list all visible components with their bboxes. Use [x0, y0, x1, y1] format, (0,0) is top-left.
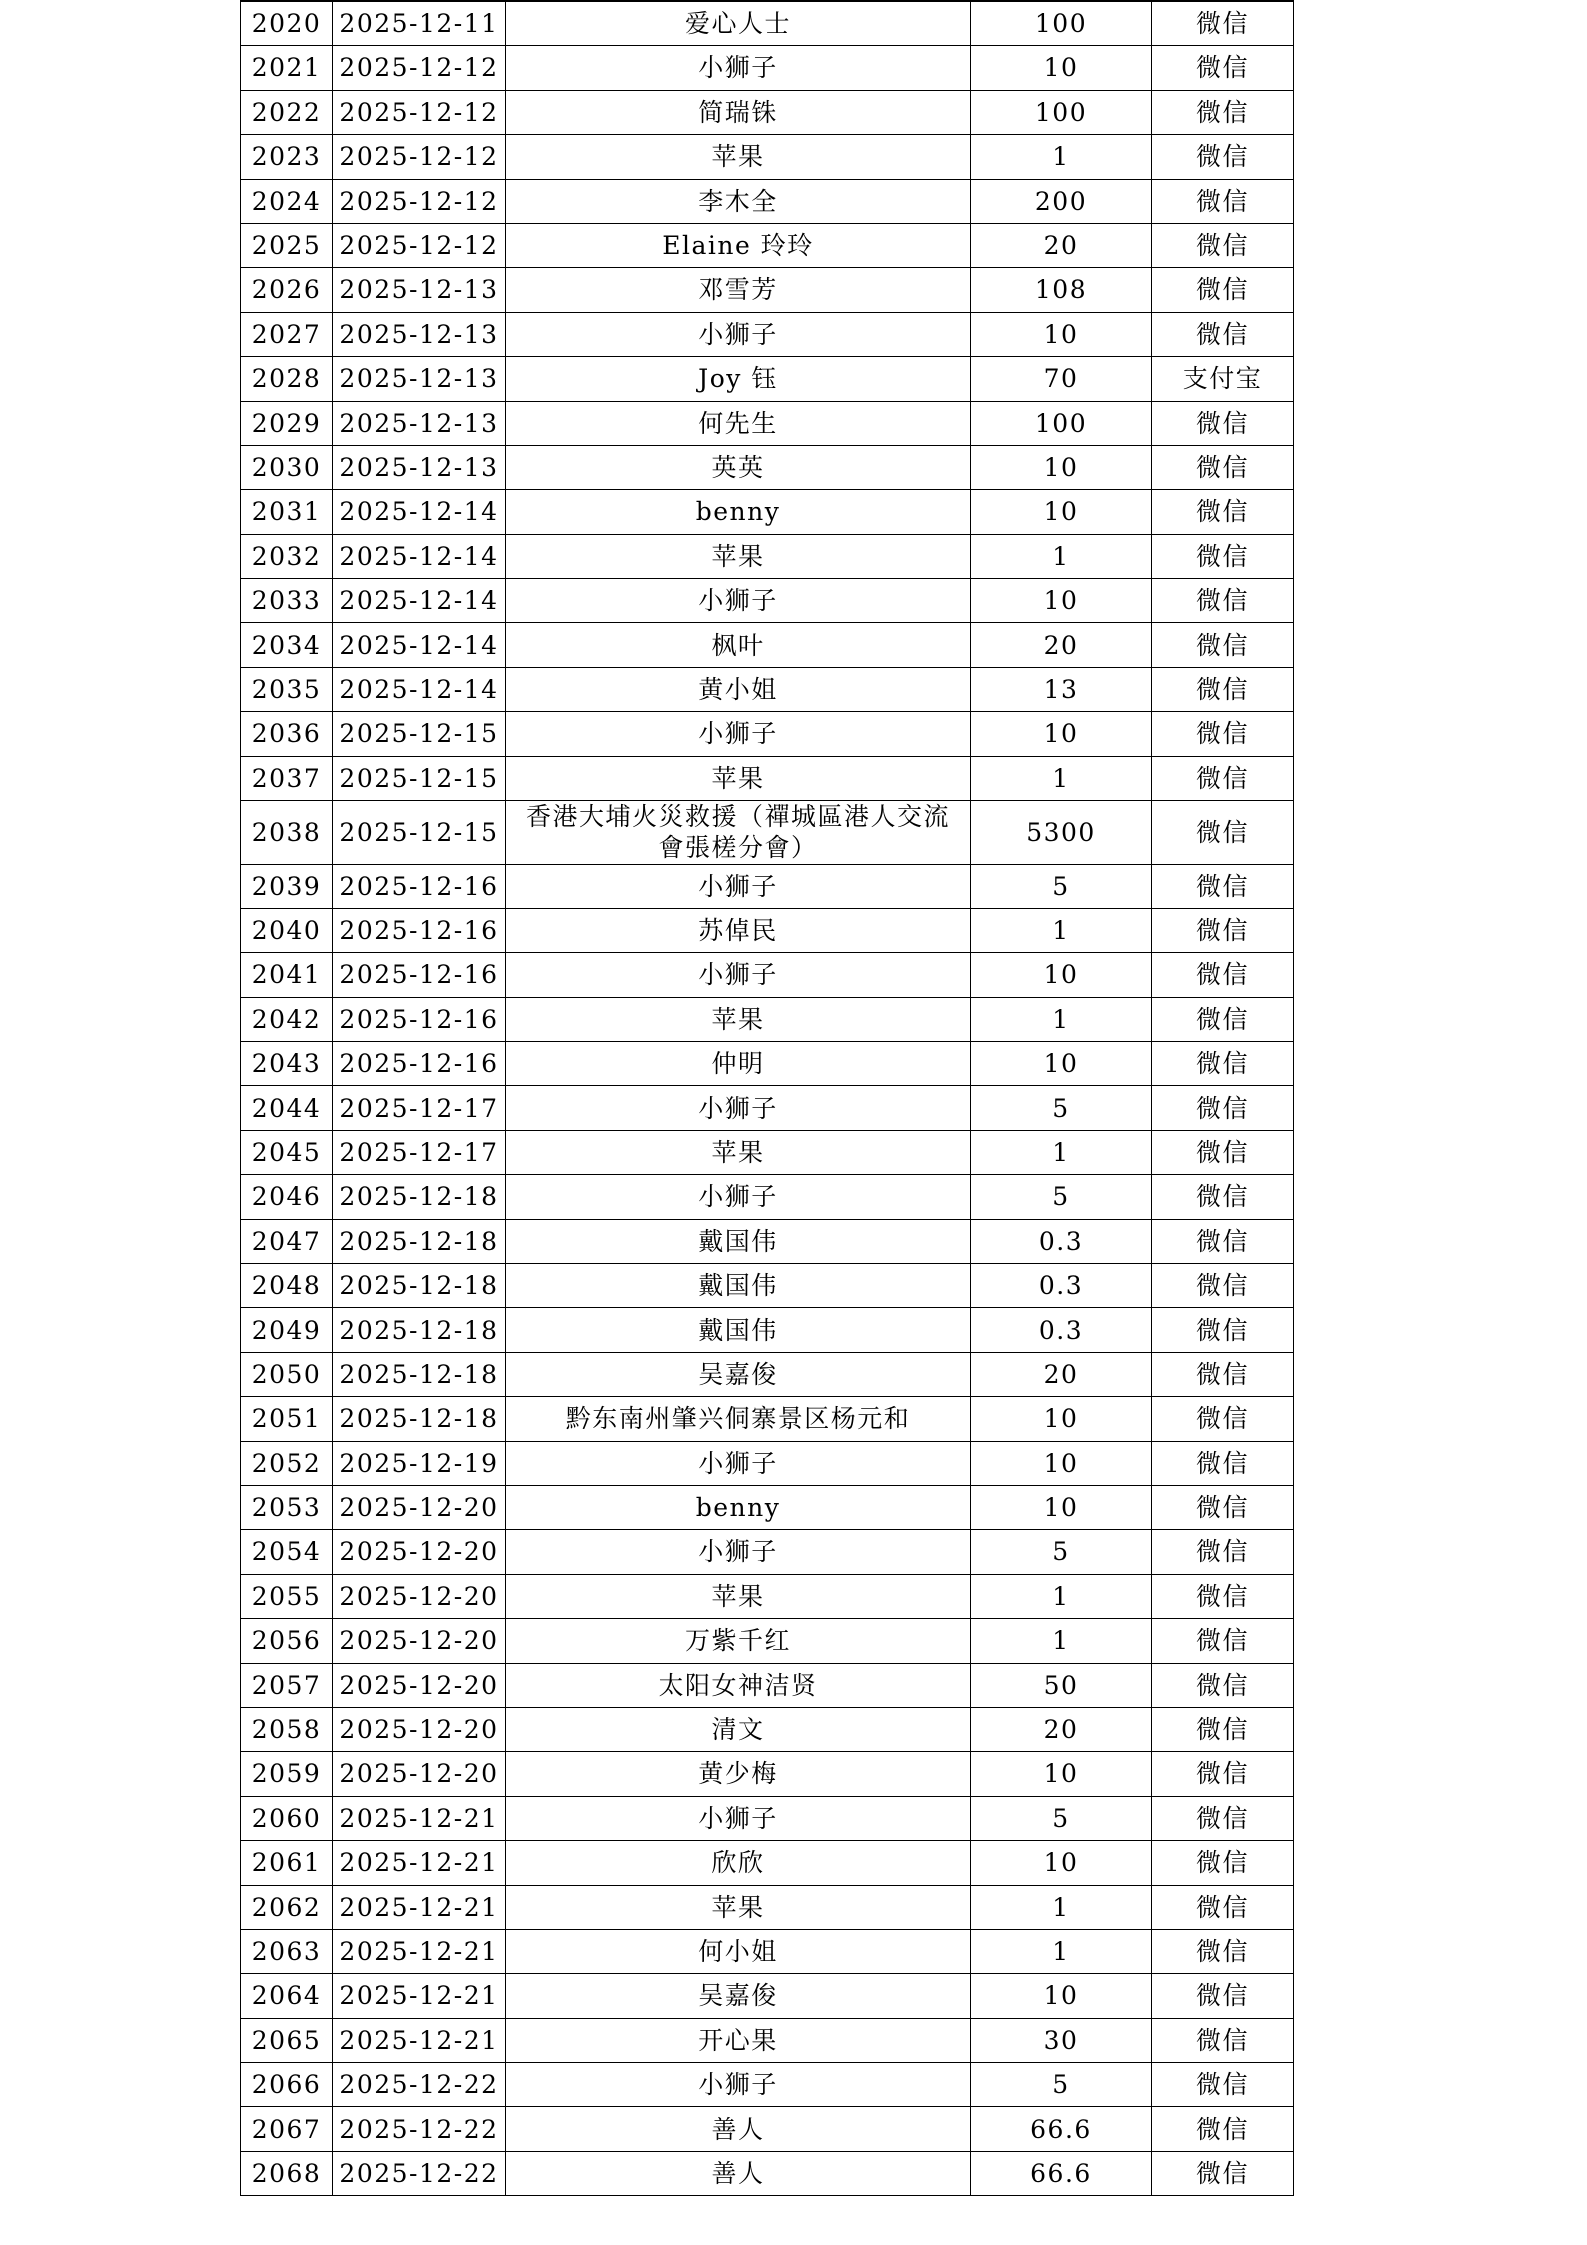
donor-name-cell: 吴嘉俊: [506, 1352, 971, 1396]
table-row: [241, 667, 1294, 711]
table-row: [241, 1574, 1294, 1618]
payment-method-cell: 微信: [1152, 1352, 1294, 1396]
donation-amount-cell: 10: [971, 1441, 1152, 1485]
payment-method-cell: 微信: [1152, 46, 1294, 90]
payment-method-cell: 微信: [1152, 1841, 1294, 1885]
donor-name-cell: 吴嘉俊: [506, 1974, 971, 2018]
payment-method-cell: 微信: [1152, 135, 1294, 179]
donation-amount-cell: 0.3: [971, 1264, 1152, 1308]
table-row: [241, 1397, 1294, 1441]
donation-amount-cell: 100: [971, 401, 1152, 445]
donor-name-cell: 苹果: [506, 1574, 971, 1618]
donation-amount-cell: 0.3: [971, 1219, 1152, 1263]
table-row: [241, 1130, 1294, 1174]
table-row: [241, 2063, 1294, 2107]
payment-method-cell: 微信: [1152, 2151, 1294, 2195]
donation-date-cell: 2025-12-15: [333, 801, 506, 865]
payment-method-cell: 微信: [1152, 864, 1294, 908]
payment-method-cell: 微信: [1152, 1707, 1294, 1751]
payment-method-cell: 微信: [1152, 1663, 1294, 1707]
payment-method-cell: 微信: [1152, 1929, 1294, 1973]
donation-amount-cell: 5: [971, 2063, 1152, 2107]
donor-name-cell: 戴国伟: [506, 1219, 971, 1263]
donation-number-cell: 2039: [241, 864, 333, 908]
donation-amount-cell: 20: [971, 1352, 1152, 1396]
donation-number-cell: 2066: [241, 2063, 333, 2107]
donation-amount-cell: 100: [971, 90, 1152, 134]
donation-amount-cell: 5: [971, 1086, 1152, 1130]
donor-name-cell: 小狮子: [506, 864, 971, 908]
table-row: [241, 534, 1294, 578]
payment-method-cell: 微信: [1152, 667, 1294, 711]
donation-amount-cell: 5300: [971, 801, 1152, 865]
donation-number-cell: 2045: [241, 1130, 333, 1174]
donation-date-cell: 2025-12-14: [333, 667, 506, 711]
donation-date-cell: 2025-12-20: [333, 1486, 506, 1530]
table-row: [241, 997, 1294, 1041]
table-row: [241, 1530, 1294, 1574]
donation-date-cell: 2025-12-20: [333, 1663, 506, 1707]
table-row: [241, 401, 1294, 445]
donation-date-cell: 2025-12-21: [333, 1796, 506, 1840]
payment-method-cell: 微信: [1152, 756, 1294, 800]
donation-date-cell: 2025-12-20: [333, 1619, 506, 1663]
table-row: [241, 1441, 1294, 1485]
donation-number-cell: 2020: [241, 1, 333, 46]
donation-amount-cell: 1: [971, 1619, 1152, 1663]
payment-method-cell: 微信: [1152, 1441, 1294, 1485]
donation-number-cell: 2028: [241, 357, 333, 401]
donation-amount-cell: 1: [971, 1885, 1152, 1929]
donation-date-cell: 2025-12-16: [333, 997, 506, 1041]
donation-amount-cell: 20: [971, 223, 1152, 267]
table-row: [241, 2151, 1294, 2195]
table-row: [241, 1308, 1294, 1352]
donation-date-cell: 2025-12-15: [333, 712, 506, 756]
donation-record-page: [240, 0, 1293, 2196]
donation-date-cell: 2025-12-18: [333, 1352, 506, 1396]
donation-date-cell: 2025-12-16: [333, 864, 506, 908]
donation-amount-cell: 20: [971, 623, 1152, 667]
payment-method-cell: 微信: [1152, 1, 1294, 46]
table-row: [241, 445, 1294, 489]
donation-number-cell: 2064: [241, 1974, 333, 2018]
donation-number-cell: 2026: [241, 268, 333, 312]
donation-date-cell: 2025-12-13: [333, 268, 506, 312]
donation-number-cell: 2067: [241, 2107, 333, 2151]
donation-date-cell: 2025-12-14: [333, 534, 506, 578]
donation-amount-cell: 10: [971, 1841, 1152, 1885]
donor-name-cell: 邓雪芳: [506, 268, 971, 312]
donation-date-cell: 2025-12-20: [333, 1707, 506, 1751]
donation-amount-cell: 100: [971, 1, 1152, 46]
donation-date-cell: 2025-12-12: [333, 46, 506, 90]
donor-name-cell: 香港大埔火災救援（禪城區港人交流會張槎分會）: [506, 801, 971, 865]
donation-date-cell: 2025-12-12: [333, 135, 506, 179]
donation-amount-cell: 10: [971, 445, 1152, 489]
donor-name-cell: 苹果: [506, 534, 971, 578]
donation-amount-cell: 5: [971, 1175, 1152, 1219]
donation-amount-cell: 1: [971, 1130, 1152, 1174]
donation-number-cell: 2034: [241, 623, 333, 667]
table-row: [241, 1663, 1294, 1707]
donation-date-cell: 2025-12-12: [333, 90, 506, 134]
donation-amount-cell: 10: [971, 953, 1152, 997]
donation-number-cell: 2051: [241, 1397, 333, 1441]
donation-number-cell: 2050: [241, 1352, 333, 1396]
donor-name-cell: 苹果: [506, 756, 971, 800]
payment-method-cell: 微信: [1152, 1885, 1294, 1929]
donor-name-cell: 善人: [506, 2107, 971, 2151]
payment-method-cell: 微信: [1152, 268, 1294, 312]
table-row: [241, 490, 1294, 534]
donation-number-cell: 2048: [241, 1264, 333, 1308]
donation-number-cell: 2033: [241, 579, 333, 623]
donor-name-cell: 小狮子: [506, 1086, 971, 1130]
donation-number-cell: 2041: [241, 953, 333, 997]
table-row: [241, 623, 1294, 667]
donor-name-cell: 黄少梅: [506, 1752, 971, 1796]
donor-name-cell: 苹果: [506, 997, 971, 1041]
donation-date-cell: 2025-12-12: [333, 179, 506, 223]
donation-number-cell: 2029: [241, 401, 333, 445]
payment-method-cell: 微信: [1152, 1752, 1294, 1796]
table-row: [241, 1042, 1294, 1086]
payment-method-cell: 微信: [1152, 997, 1294, 1041]
table-row: [241, 357, 1294, 401]
donation-number-cell: 2063: [241, 1929, 333, 1973]
donation-date-cell: 2025-12-13: [333, 445, 506, 489]
payment-method-cell: 微信: [1152, 534, 1294, 578]
donor-name-cell: 戴国伟: [506, 1308, 971, 1352]
table-row: [241, 1619, 1294, 1663]
donation-amount-cell: 0.3: [971, 1308, 1152, 1352]
table-row: [241, 579, 1294, 623]
payment-method-cell: 微信: [1152, 623, 1294, 667]
donation-number-cell: 2046: [241, 1175, 333, 1219]
donor-name-cell: 善人: [506, 2151, 971, 2195]
table-row: [241, 46, 1294, 90]
donor-name-cell: 李木全: [506, 179, 971, 223]
payment-method-cell: 微信: [1152, 1574, 1294, 1618]
donation-number-cell: 2056: [241, 1619, 333, 1663]
donation-date-cell: 2025-12-13: [333, 401, 506, 445]
donation-amount-cell: 1: [971, 1574, 1152, 1618]
donation-amount-cell: 5: [971, 864, 1152, 908]
donor-name-cell: 小狮子: [506, 1175, 971, 1219]
donation-table: [240, 0, 1294, 2196]
donation-number-cell: 2065: [241, 2018, 333, 2062]
payment-method-cell: 微信: [1152, 179, 1294, 223]
table-row: [241, 953, 1294, 997]
donation-date-cell: 2025-12-20: [333, 1752, 506, 1796]
payment-method-cell: 微信: [1152, 1796, 1294, 1840]
table-row: [241, 1219, 1294, 1263]
donation-amount-cell: 1: [971, 908, 1152, 952]
payment-method-cell: 微信: [1152, 1219, 1294, 1263]
donation-amount-cell: 50: [971, 1663, 1152, 1707]
donation-amount-cell: 5: [971, 1530, 1152, 1574]
donation-amount-cell: 1: [971, 534, 1152, 578]
donation-number-cell: 2031: [241, 490, 333, 534]
payment-method-cell: 微信: [1152, 1308, 1294, 1352]
payment-method-cell: 微信: [1152, 1619, 1294, 1663]
donation-date-cell: 2025-12-21: [333, 2018, 506, 2062]
donation-amount-cell: 70: [971, 357, 1152, 401]
donation-amount-cell: 10: [971, 579, 1152, 623]
donation-date-cell: 2025-12-14: [333, 490, 506, 534]
table-row: [241, 268, 1294, 312]
payment-method-cell: 微信: [1152, 312, 1294, 356]
donor-name-cell: 黔东南州肇兴侗寨景区杨元和: [506, 1397, 971, 1441]
donation-date-cell: 2025-12-16: [333, 1042, 506, 1086]
payment-method-cell: 微信: [1152, 712, 1294, 756]
table-row: [241, 1352, 1294, 1396]
donor-name-cell: 小狮子: [506, 712, 971, 756]
donation-date-cell: 2025-12-14: [333, 623, 506, 667]
donation-date-cell: 2025-12-13: [333, 312, 506, 356]
payment-method-cell: 微信: [1152, 579, 1294, 623]
donor-name-cell: 何先生: [506, 401, 971, 445]
table-row: [241, 801, 1294, 865]
donation-date-cell: 2025-12-17: [333, 1086, 506, 1130]
donation-date-cell: 2025-12-22: [333, 2107, 506, 2151]
donation-date-cell: 2025-12-15: [333, 756, 506, 800]
donation-number-cell: 2042: [241, 997, 333, 1041]
donation-date-cell: 2025-12-21: [333, 1929, 506, 1973]
donation-date-cell: 2025-12-22: [333, 2151, 506, 2195]
table-row: [241, 135, 1294, 179]
table-row: [241, 908, 1294, 952]
donation-number-cell: 2024: [241, 179, 333, 223]
donor-name-cell: 小狮子: [506, 1796, 971, 1840]
table-row: [241, 1486, 1294, 1530]
payment-method-cell: 微信: [1152, 223, 1294, 267]
donation-amount-cell: 1: [971, 756, 1152, 800]
donation-date-cell: 2025-12-17: [333, 1130, 506, 1174]
donation-amount-cell: 5: [971, 1796, 1152, 1840]
table-row: [241, 1929, 1294, 1973]
donor-name-cell: 枫叶: [506, 623, 971, 667]
donation-amount-cell: 30: [971, 2018, 1152, 2062]
donation-date-cell: 2025-12-19: [333, 1441, 506, 1485]
donor-name-cell: 小狮子: [506, 1530, 971, 1574]
donation-number-cell: 2047: [241, 1219, 333, 1263]
donor-name-cell: benny: [506, 490, 971, 534]
donor-name-cell: 英英: [506, 445, 971, 489]
table-row: [241, 1885, 1294, 1929]
donation-number-cell: 2038: [241, 801, 333, 865]
donation-date-cell: 2025-12-12: [333, 223, 506, 267]
payment-method-cell: 支付宝: [1152, 357, 1294, 401]
donation-number-cell: 2025: [241, 223, 333, 267]
donor-name-cell: 小狮子: [506, 312, 971, 356]
donation-date-cell: 2025-12-13: [333, 357, 506, 401]
table-row: [241, 712, 1294, 756]
donation-number-cell: 2053: [241, 1486, 333, 1530]
payment-method-cell: 微信: [1152, 1130, 1294, 1174]
payment-method-cell: 微信: [1152, 445, 1294, 489]
donation-amount-cell: 108: [971, 268, 1152, 312]
donor-name-cell: 爱心人士: [506, 1, 971, 46]
donation-number-cell: 2052: [241, 1441, 333, 1485]
payment-method-cell: 微信: [1152, 953, 1294, 997]
donation-number-cell: 2027: [241, 312, 333, 356]
donor-name-cell: 苹果: [506, 1130, 971, 1174]
donor-name-cell: 万紫千红: [506, 1619, 971, 1663]
table-row: [241, 1175, 1294, 1219]
table-row: [241, 1707, 1294, 1751]
table-row: [241, 179, 1294, 223]
payment-method-cell: 微信: [1152, 401, 1294, 445]
donation-number-cell: 2060: [241, 1796, 333, 1840]
donor-name-cell: 简瑞铢: [506, 90, 971, 134]
donation-amount-cell: 200: [971, 179, 1152, 223]
donation-date-cell: 2025-12-14: [333, 579, 506, 623]
table-row: [241, 223, 1294, 267]
table-row: [241, 2107, 1294, 2151]
donor-name-cell: Joy 钰: [506, 357, 971, 401]
donation-amount-cell: 1: [971, 135, 1152, 179]
donation-amount-cell: 13: [971, 667, 1152, 711]
table-row: [241, 90, 1294, 134]
donation-number-cell: 2055: [241, 1574, 333, 1618]
donor-name-cell: 苏倬民: [506, 908, 971, 952]
table-row: [241, 756, 1294, 800]
table-row: [241, 1752, 1294, 1796]
donor-name-cell: 黄小姐: [506, 667, 971, 711]
donation-date-cell: 2025-12-18: [333, 1175, 506, 1219]
donation-number-cell: 2023: [241, 135, 333, 179]
donation-amount-cell: 20: [971, 1707, 1152, 1751]
donation-number-cell: 2062: [241, 1885, 333, 1929]
donor-name-cell: 仲明: [506, 1042, 971, 1086]
payment-method-cell: 微信: [1152, 1264, 1294, 1308]
payment-method-cell: 微信: [1152, 908, 1294, 952]
donation-date-cell: 2025-12-16: [333, 908, 506, 952]
donor-name-cell: 小狮子: [506, 46, 971, 90]
donation-date-cell: 2025-12-21: [333, 1885, 506, 1929]
donor-name-cell: 何小姐: [506, 1929, 971, 1973]
donation-date-cell: 2025-12-21: [333, 1974, 506, 2018]
table-row: [241, 2018, 1294, 2062]
donation-number-cell: 2057: [241, 1663, 333, 1707]
donation-amount-cell: 1: [971, 1929, 1152, 1973]
donation-amount-cell: 10: [971, 1397, 1152, 1441]
table-row: [241, 1796, 1294, 1840]
donation-number-cell: 2040: [241, 908, 333, 952]
donation-number-cell: 2058: [241, 1707, 333, 1751]
donation-table-body: [241, 1, 1294, 2196]
donation-amount-cell: 10: [971, 1752, 1152, 1796]
donor-name-cell: 苹果: [506, 1885, 971, 1929]
donor-name-cell: benny: [506, 1486, 971, 1530]
payment-method-cell: 微信: [1152, 1974, 1294, 2018]
payment-method-cell: 微信: [1152, 490, 1294, 534]
donation-amount-cell: 10: [971, 1974, 1152, 2018]
donor-name-cell: Elaine 玲玲: [506, 223, 971, 267]
donation-date-cell: 2025-12-20: [333, 1530, 506, 1574]
donation-date-cell: 2025-12-18: [333, 1397, 506, 1441]
donation-number-cell: 2068: [241, 2151, 333, 2195]
donor-name-cell: 苹果: [506, 135, 971, 179]
table-row: [241, 1264, 1294, 1308]
donation-number-cell: 2032: [241, 534, 333, 578]
table-row: [241, 1, 1294, 46]
donation-date-cell: 2025-12-16: [333, 953, 506, 997]
donor-name-cell: 小狮子: [506, 579, 971, 623]
donation-number-cell: 2035: [241, 667, 333, 711]
donation-number-cell: 2043: [241, 1042, 333, 1086]
donation-amount-cell: 1: [971, 997, 1152, 1041]
donation-amount-cell: 10: [971, 1042, 1152, 1086]
donation-date-cell: 2025-12-21: [333, 1841, 506, 1885]
donor-name-cell: 小狮子: [506, 2063, 971, 2107]
table-row: [241, 312, 1294, 356]
donation-date-cell: 2025-12-11: [333, 1, 506, 46]
donation-number-cell: 2022: [241, 90, 333, 134]
donation-date-cell: 2025-12-22: [333, 2063, 506, 2107]
donor-name-cell: 小狮子: [506, 1441, 971, 1485]
donation-number-cell: 2030: [241, 445, 333, 489]
donation-amount-cell: 10: [971, 490, 1152, 534]
donation-amount-cell: 10: [971, 712, 1152, 756]
donor-name-cell: 太阳女神洁贤: [506, 1663, 971, 1707]
table-row: [241, 1086, 1294, 1130]
payment-method-cell: 微信: [1152, 801, 1294, 865]
donation-number-cell: 2054: [241, 1530, 333, 1574]
donation-amount-cell: 10: [971, 46, 1152, 90]
donor-name-cell: 戴国伟: [506, 1264, 971, 1308]
payment-method-cell: 微信: [1152, 1486, 1294, 1530]
payment-method-cell: 微信: [1152, 2063, 1294, 2107]
donation-number-cell: 2061: [241, 1841, 333, 1885]
donation-amount-cell: 66.6: [971, 2107, 1152, 2151]
donor-name-cell: 欣欣: [506, 1841, 971, 1885]
table-row: [241, 864, 1294, 908]
donation-amount-cell: 66.6: [971, 2151, 1152, 2195]
table-row: [241, 1841, 1294, 1885]
payment-method-cell: 微信: [1152, 1042, 1294, 1086]
donation-date-cell: 2025-12-20: [333, 1574, 506, 1618]
donor-name-cell: 清文: [506, 1707, 971, 1751]
donation-amount-cell: 10: [971, 312, 1152, 356]
payment-method-cell: 微信: [1152, 2018, 1294, 2062]
donation-number-cell: 2059: [241, 1752, 333, 1796]
donation-date-cell: 2025-12-18: [333, 1219, 506, 1263]
payment-method-cell: 微信: [1152, 1397, 1294, 1441]
payment-method-cell: 微信: [1152, 90, 1294, 134]
donation-amount-cell: 10: [971, 1486, 1152, 1530]
payment-method-cell: 微信: [1152, 2107, 1294, 2151]
donation-number-cell: 2044: [241, 1086, 333, 1130]
donation-number-cell: 2049: [241, 1308, 333, 1352]
payment-method-cell: 微信: [1152, 1086, 1294, 1130]
donation-date-cell: 2025-12-18: [333, 1264, 506, 1308]
donor-name-cell: 开心果: [506, 2018, 971, 2062]
donation-number-cell: 2036: [241, 712, 333, 756]
payment-method-cell: 微信: [1152, 1175, 1294, 1219]
payment-method-cell: 微信: [1152, 1530, 1294, 1574]
table-row: [241, 1974, 1294, 2018]
donation-number-cell: 2021: [241, 46, 333, 90]
donor-name-cell: 小狮子: [506, 953, 971, 997]
donation-number-cell: 2037: [241, 756, 333, 800]
donation-date-cell: 2025-12-18: [333, 1308, 506, 1352]
